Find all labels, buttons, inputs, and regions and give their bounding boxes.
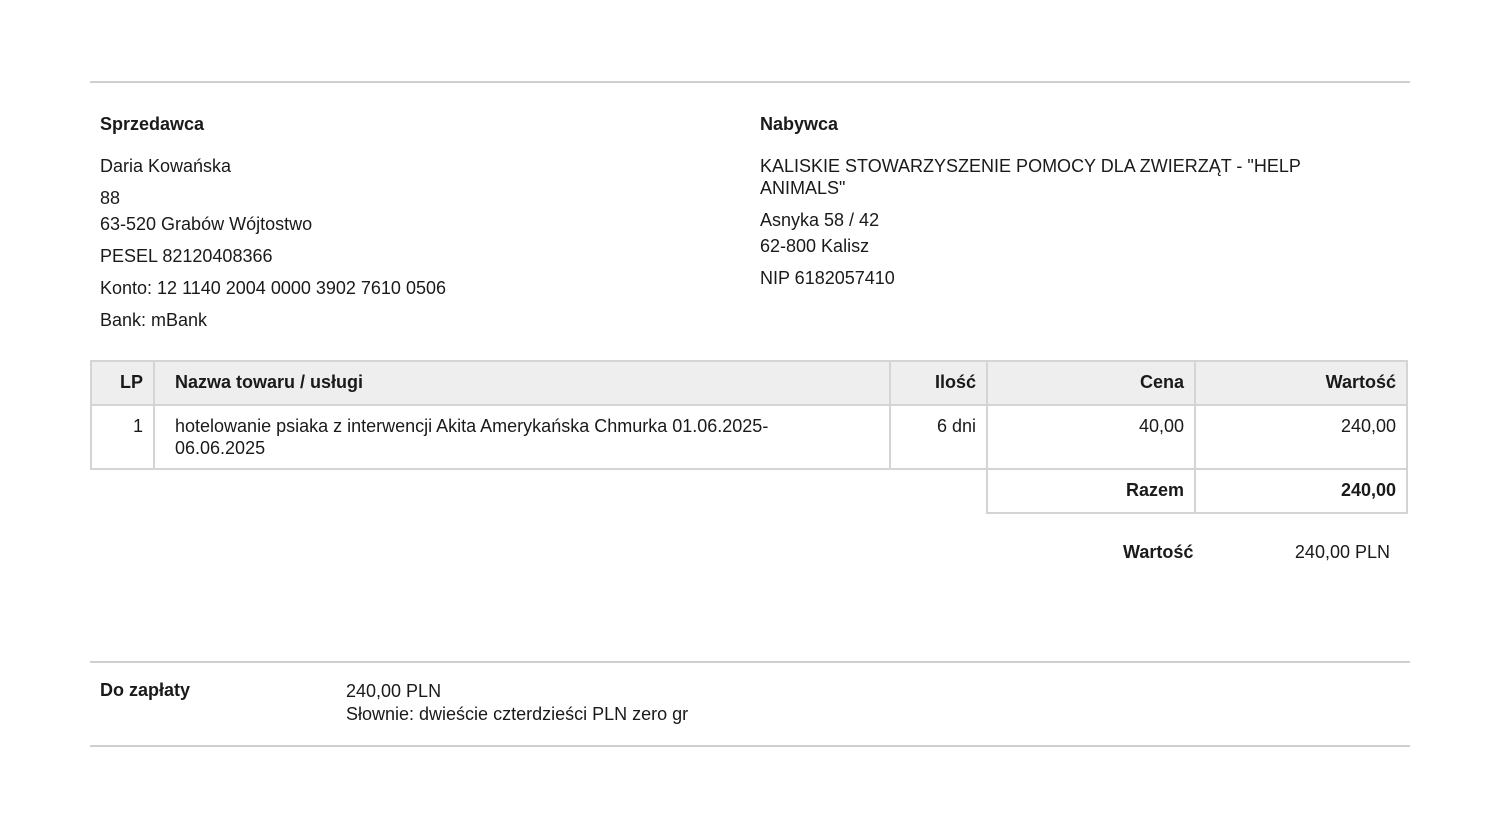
payment-words: Słownie: dwieście czterdzieści PLN zero gr	[346, 704, 689, 724]
header-lp: LP	[91, 361, 154, 405]
seller-street: 88	[100, 188, 121, 208]
payment-values	[346, 680, 688, 726]
header-price: Cena	[987, 361, 1195, 405]
top-divider	[90, 81, 1410, 83]
total-value: 240,00 PLN	[1294, 542, 1390, 562]
payment-top-divider	[90, 661, 1410, 663]
header-qty: Ilość	[890, 361, 987, 405]
header-name: Nazwa towaru / usługi	[154, 361, 890, 405]
seller-pesel: PESEL 82120408366	[100, 246, 273, 266]
seller-account: Konto: 12 1140 2004 0000 3902 7610 0506	[100, 278, 446, 298]
row-value: 240,00	[1195, 405, 1407, 469]
items-table	[90, 360, 1408, 514]
table-row	[91, 405, 1407, 469]
total-label: Wartość	[1123, 542, 1194, 562]
row-qty: 6 dni	[890, 405, 987, 469]
seller-name: Daria Kowańska	[100, 156, 232, 176]
payment-label: Do zapłaty	[100, 680, 191, 700]
table-sum-row	[91, 469, 1407, 513]
seller-city: 63-520 Grabów Wójtostwo	[100, 214, 313, 234]
buyer-heading: Nabywca	[760, 114, 839, 134]
sum-label: Razem	[987, 469, 1195, 513]
seller-heading: Sprzedawca	[100, 114, 205, 134]
sum-row-spacer	[91, 469, 987, 513]
header-value: Wartość	[1195, 361, 1407, 405]
row-price: 40,00	[987, 405, 1195, 469]
buyer-name: KALISKIE STOWARZYSZENIE POMOCY DLA ZWIERZĄT - "HELP ANIMALS"	[760, 156, 1301, 198]
seller-section	[100, 113, 700, 331]
buyer-section	[760, 113, 1380, 289]
table-header-row	[91, 361, 1407, 405]
row-lp: 1	[91, 405, 154, 469]
buyer-street: Asnyka 58 / 42	[760, 210, 880, 230]
bottom-divider	[90, 745, 1410, 747]
buyer-nip: NIP 6182057410	[760, 268, 895, 288]
payment-amount: 240,00 PLN	[346, 681, 442, 701]
sum-value: 240,00	[1195, 469, 1407, 513]
buyer-city: 62-800 Kalisz	[760, 236, 870, 256]
seller-bank: Bank: mBank	[100, 310, 208, 330]
row-name: hotelowanie psiaka z interwencji Akita Amerykańska Chmurka 01.06.2025-06.06.2025	[154, 405, 890, 469]
